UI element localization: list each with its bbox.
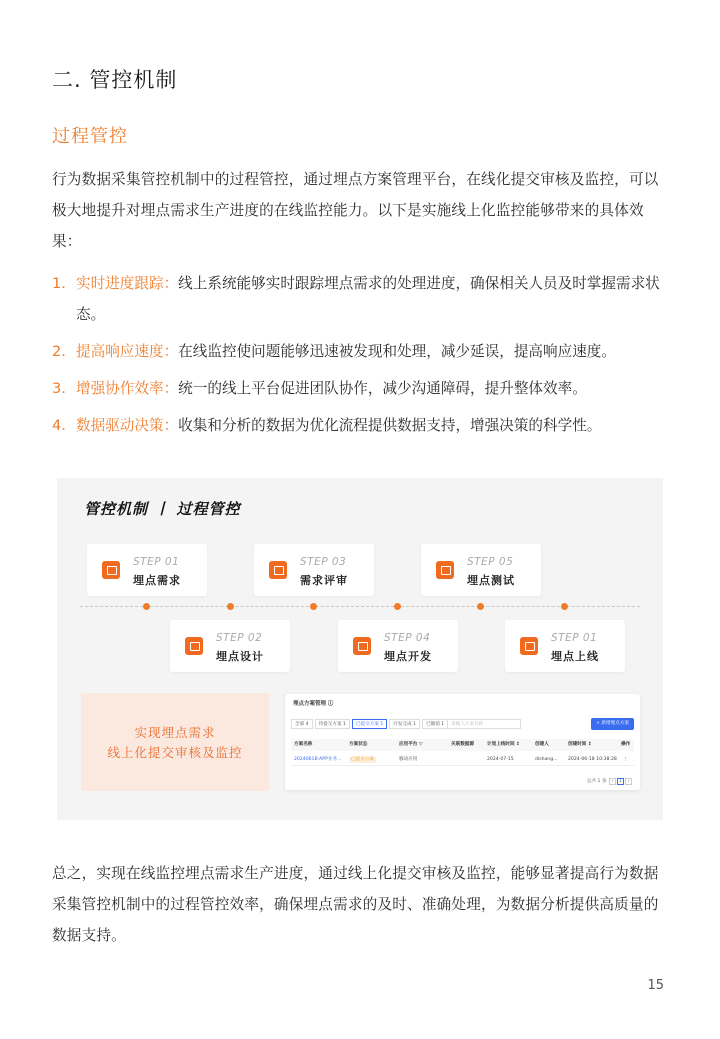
timeline-dot xyxy=(143,603,150,610)
page-number[interactable]: 1 xyxy=(617,778,624,785)
column-header: 关联数据源 xyxy=(451,742,474,747)
column-header: 创建时间 ↕ xyxy=(568,742,592,747)
column-header: 创建人 xyxy=(535,742,549,747)
section-heading: 二. 管控机制 xyxy=(52,68,178,92)
step-card xyxy=(505,620,625,672)
callout-line: 实现埋点需求 xyxy=(134,725,216,740)
search-input[interactable]: 请输入方案名称 xyxy=(447,719,521,729)
folder-icon xyxy=(102,561,120,579)
timeline-dot xyxy=(310,603,317,610)
list-number: 1. xyxy=(52,275,66,292)
list-number: 2. xyxy=(52,343,66,360)
subsection-heading: 过程管控 xyxy=(52,126,128,147)
pagination xyxy=(587,778,632,785)
list-keyword: 提高响应速度： xyxy=(76,343,179,360)
step-name: 埋点开发 xyxy=(384,650,432,663)
step-label: STEP 02 xyxy=(216,632,263,644)
tab-developed[interactable]: 开发完成 1 xyxy=(389,719,420,729)
next-page-icon[interactable]: › xyxy=(625,778,632,785)
table-cell: 2024-07-15 xyxy=(487,757,514,762)
figure-title: 管控机制 丨 过程管控 xyxy=(84,500,241,518)
list-keyword: 增强协作效率： xyxy=(76,380,179,397)
intro-paragraph: 行为数据采集管控机制中的过程管控，通过埋点方案管理平台，在线化提交审核及监控，可以极大地提升对埋点需求生产进度的在线监控能力。以下是实施线上化监控能够带来的具体效果： xyxy=(52,171,659,250)
step-card xyxy=(421,544,541,596)
timeline-dot xyxy=(477,603,484,610)
step-name: 埋点设计 xyxy=(216,650,264,663)
conclusion-paragraph: 总之，实现在线监控埋点需求生产进度，通过线上化提交审核及监控，能够显著提高行为数据采集管控机制中的过程管控效率，确保埋点需求的及时、准确处理，为数据分析提供高质量的数据支持。 xyxy=(52,865,659,944)
step-card xyxy=(338,620,458,672)
plan-name-link[interactable]: 2024061B-APP业务... xyxy=(294,757,342,762)
panel-tabs xyxy=(291,719,450,730)
list-number: 4. xyxy=(52,417,66,434)
step-label: STEP 01 xyxy=(133,556,180,568)
tab-submitted[interactable]: 已提交方案 1 xyxy=(352,719,387,729)
list-text: 统一的线上平台促进团队协作，减少沟通障碍，提升整体效率。 xyxy=(178,380,587,397)
callout-line: 线上化提交审核及监控 xyxy=(107,745,243,760)
table-cell: 移动应用 xyxy=(399,757,418,762)
status-badge: 已提交方案 xyxy=(351,757,374,762)
more-actions-icon[interactable]: ⋮ xyxy=(623,757,628,762)
list-text: 收集和分析的数据为优化流程提供数据支持，增强决策的科学性。 xyxy=(178,417,602,434)
step-label: STEP 05 xyxy=(467,556,514,568)
panel-title: 埋点方案管理 ⓘ xyxy=(293,701,334,707)
timeline-dot xyxy=(561,603,568,610)
plan-management-panel xyxy=(285,694,640,790)
table-cell: 2024-06-18 10:38:28 xyxy=(568,757,617,762)
list-item xyxy=(52,268,672,330)
step-label: STEP 04 xyxy=(384,632,431,644)
step-name: 埋点需求 xyxy=(133,574,181,587)
column-header: 计划上线时间 ↕ xyxy=(487,742,521,747)
list-item xyxy=(52,410,672,441)
column-header: 方案名称 xyxy=(294,742,313,747)
table-cell: dishang... xyxy=(535,757,558,762)
step-label: STEP 03 xyxy=(300,556,347,568)
column-header: 操作 xyxy=(621,742,631,747)
pager-total: 总共 1 条 xyxy=(586,779,607,784)
list-keyword: 实时进度跟踪： xyxy=(76,275,179,292)
step-name: 需求评审 xyxy=(300,574,348,587)
timeline-dot xyxy=(394,603,401,610)
step-card xyxy=(87,544,207,596)
column-header: 应用平台 ▽ xyxy=(399,742,423,747)
list-item xyxy=(52,336,672,367)
tab-revoked[interactable]: 已撤销 1 xyxy=(422,719,448,729)
callout-box xyxy=(81,693,269,791)
step-label: STEP 01 xyxy=(551,632,598,644)
step-name: 埋点测试 xyxy=(467,574,515,587)
add-plan-button[interactable]: + 新增埋点方案 xyxy=(591,718,634,730)
column-header: 方案状态 xyxy=(349,742,368,747)
tab-pending[interactable]: 待提交方案 1 xyxy=(315,719,350,729)
table-row[interactable] xyxy=(291,754,634,766)
code-icon xyxy=(353,637,371,655)
step-card xyxy=(170,620,290,672)
list-text: 在线监控使问题能够迅速被发现和处理，减少延误，提高响应速度。 xyxy=(178,343,616,360)
effects-list xyxy=(52,268,672,447)
monitor-icon xyxy=(185,637,203,655)
page-number: 15 xyxy=(647,978,664,993)
timeline xyxy=(80,606,640,607)
process-figure xyxy=(57,478,663,820)
list-icon xyxy=(520,637,538,655)
list-number: 3. xyxy=(52,380,66,397)
upload-icon xyxy=(269,561,287,579)
list-item xyxy=(52,373,672,404)
table-header xyxy=(291,739,634,751)
prev-page-icon[interactable]: ‹ xyxy=(609,778,616,785)
list-keyword: 数据驱动决策： xyxy=(76,417,179,434)
tab-all[interactable]: 全部 4 xyxy=(291,719,313,729)
list-text: 线上系统能够实时跟踪埋点需求的处理进度，确保相关人员及时掌握需求状态。 xyxy=(76,275,660,323)
step-name: 埋点上线 xyxy=(551,650,599,663)
timeline-dot xyxy=(227,603,234,610)
document-icon xyxy=(436,561,454,579)
step-card xyxy=(254,544,374,596)
